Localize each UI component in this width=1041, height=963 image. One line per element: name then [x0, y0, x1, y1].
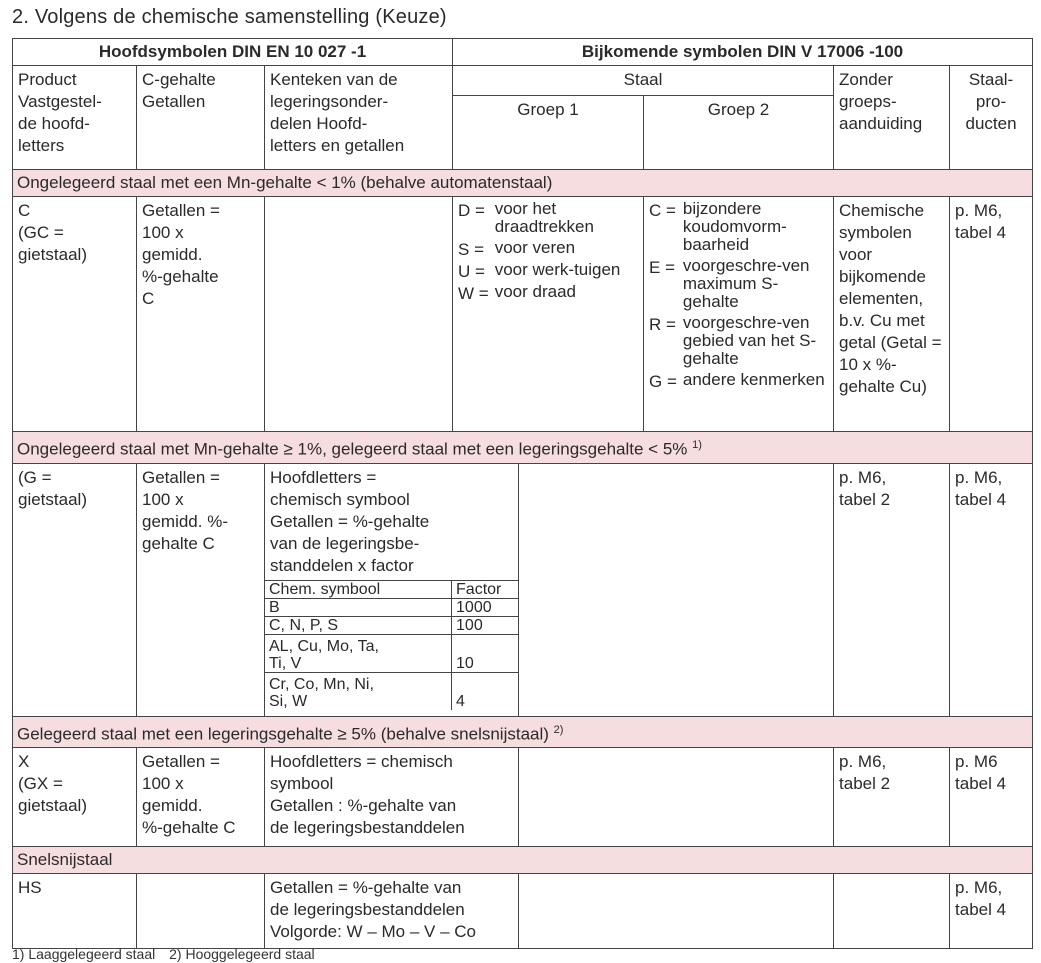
factor-header-factor: Factor: [452, 580, 519, 598]
row2-kenteken-intro: Hoofdletters = chemisch symbool Getallen = %-gehalte van de legeringsbe- standdelen x factor: [270, 467, 430, 575]
footnote-ref-2: 2): [553, 723, 564, 736]
row3-zonder: p. M6, tabel 2: [834, 748, 950, 846]
row2-groepen: [519, 463, 834, 716]
row3-groepen: [519, 748, 834, 846]
code-key: D =: [458, 201, 485, 221]
code-key: S =: [458, 240, 485, 260]
factor-header-symbol: Chem. symbool: [265, 580, 452, 598]
code-description: voorgeschre-ven gebied van het S-gehalte: [682, 313, 817, 369]
header-kenteken: Kenteken van de legeringsonder- delen Hoofd- letters en getallen: [265, 66, 453, 170]
row3-producten: p. M6 tabel 4: [950, 748, 1033, 846]
factor-value: 100: [452, 616, 519, 634]
row4-groepen: [519, 873, 834, 948]
row1-product: C (GC = gietstaal): [13, 197, 137, 432]
code-key: G =: [649, 372, 677, 392]
row1-kenteken: [265, 197, 453, 432]
row2-producten: p. M6, tabel 4: [950, 463, 1033, 716]
row4-kenteken: Getallen = %-gehalte van de legeringsbestanddelen Volgorde: W – Mo – V – Co: [265, 873, 519, 948]
header-zonder-groepsaanduiding: Zonder groeps- aanduiding: [834, 66, 950, 170]
footnote-1: 1) Laaggelegeerd staal: [12, 946, 156, 962]
code-description: voor werk-tuigen: [494, 260, 621, 280]
row1-zonder: Chemische symbolen voor bijkomende elementen, b.v. Cu met getal (Getal = 10 x %- gehalte Cu): [834, 197, 950, 432]
row2-product: (G = gietstaal): [13, 463, 137, 716]
footnotes: [12, 946, 325, 962]
row2-c-gehalte: Getallen = 100 x gemidd. %- gehalte C: [137, 463, 265, 716]
factor-table: [265, 580, 518, 711]
row4-product: HS: [13, 873, 137, 948]
code-key: E =: [649, 258, 676, 278]
header-c-gehalte: C-gehalte Getallen: [137, 66, 265, 170]
header-staalproducten: Staal- pro- ducten: [950, 66, 1033, 170]
row2-kenteken: [265, 463, 519, 716]
code-description: voor het draadtrekken: [494, 199, 594, 237]
factor-symbol: AL, Cu, Mo, Ta, Ti, V: [265, 634, 452, 672]
row1-producten: p. M6, tabel 4: [950, 197, 1033, 432]
section-ongelegeerd-1: Ongelegeerd staal met een Mn-gehalte < 1% (behalve automatenstaal): [13, 170, 1033, 197]
header-staal: Staal: [453, 66, 834, 96]
row3-kenteken: Hoofdletters = chemisch symbool Getallen : %-gehalte van de legeringsbestanddelen: [265, 748, 519, 846]
page-title: 2. Volgens de chemische samenstelling (Keuze): [12, 6, 447, 28]
row2-zonder: p. M6, tabel 2: [834, 463, 950, 716]
header-bijkomende: Bijkomende symbolen DIN V 17006 -100: [453, 39, 1033, 66]
code-description: voor draad: [494, 282, 576, 302]
code-key: R =: [649, 315, 676, 335]
header-product: Product Vastgestel- de hoofd- letters: [13, 66, 137, 170]
code-description: bijzondere koudomvorm-baarheid: [682, 199, 787, 255]
factor-value: 10: [452, 634, 519, 672]
code-key: C =: [649, 201, 676, 221]
factor-symbol: B: [265, 598, 452, 616]
header-groep-2: Groep 2: [644, 96, 834, 170]
header-hoofdsymbolen: Hoofdsymbolen DIN EN 10 027 -1: [13, 39, 453, 66]
row4-c-gehalte: [137, 873, 265, 948]
code-description: voorgeschre-ven maximum S-gehalte: [682, 256, 810, 312]
factor-symbol: Cr, Co, Mn, Ni, Si, W: [265, 672, 452, 710]
code-description: voor veren: [494, 238, 576, 258]
factor-value: 1000: [452, 598, 519, 616]
footnote-ref-1: 1): [692, 439, 702, 452]
row3-c-gehalte: Getallen = 100 x gemidd. %-gehalte C: [137, 748, 265, 846]
steel-designation-table: [12, 38, 1033, 949]
row4-producten: p. M6, tabel 4: [950, 873, 1033, 948]
code-description: andere kenmerken: [682, 370, 825, 390]
row1-c-gehalte: Getallen = 100 x gemidd. %-gehalte C: [137, 197, 265, 432]
section-gelegeerd: Gelegeerd staal met een legeringsgehalte ≥ 5% (behalve snelsnijstaal) $^{2)}$: [13, 716, 1033, 748]
section-snelsnijstaal: Snelsnijstaal: [13, 846, 1033, 873]
factor-value: 4: [452, 672, 519, 710]
code-key: W =: [458, 284, 489, 304]
row3-product: X (GX = gietstaal): [13, 748, 137, 846]
row1-groep-2: [644, 197, 834, 432]
code-key: U =: [458, 262, 485, 282]
row1-groep-1: [453, 197, 644, 432]
header-groep-1: Groep 1: [453, 96, 644, 170]
row4-zonder: [834, 873, 950, 948]
factor-symbol: C, N, P, S: [265, 616, 452, 634]
footnote-2: 2) Hooggelegeerd staal: [169, 946, 315, 962]
section-ongelegeerd-2: Ongelegeerd staal met Mn-gehalte ≥ 1%, gelegeerd staal met een legeringsgehalte < 5% $^{1)}$: [13, 432, 1033, 464]
